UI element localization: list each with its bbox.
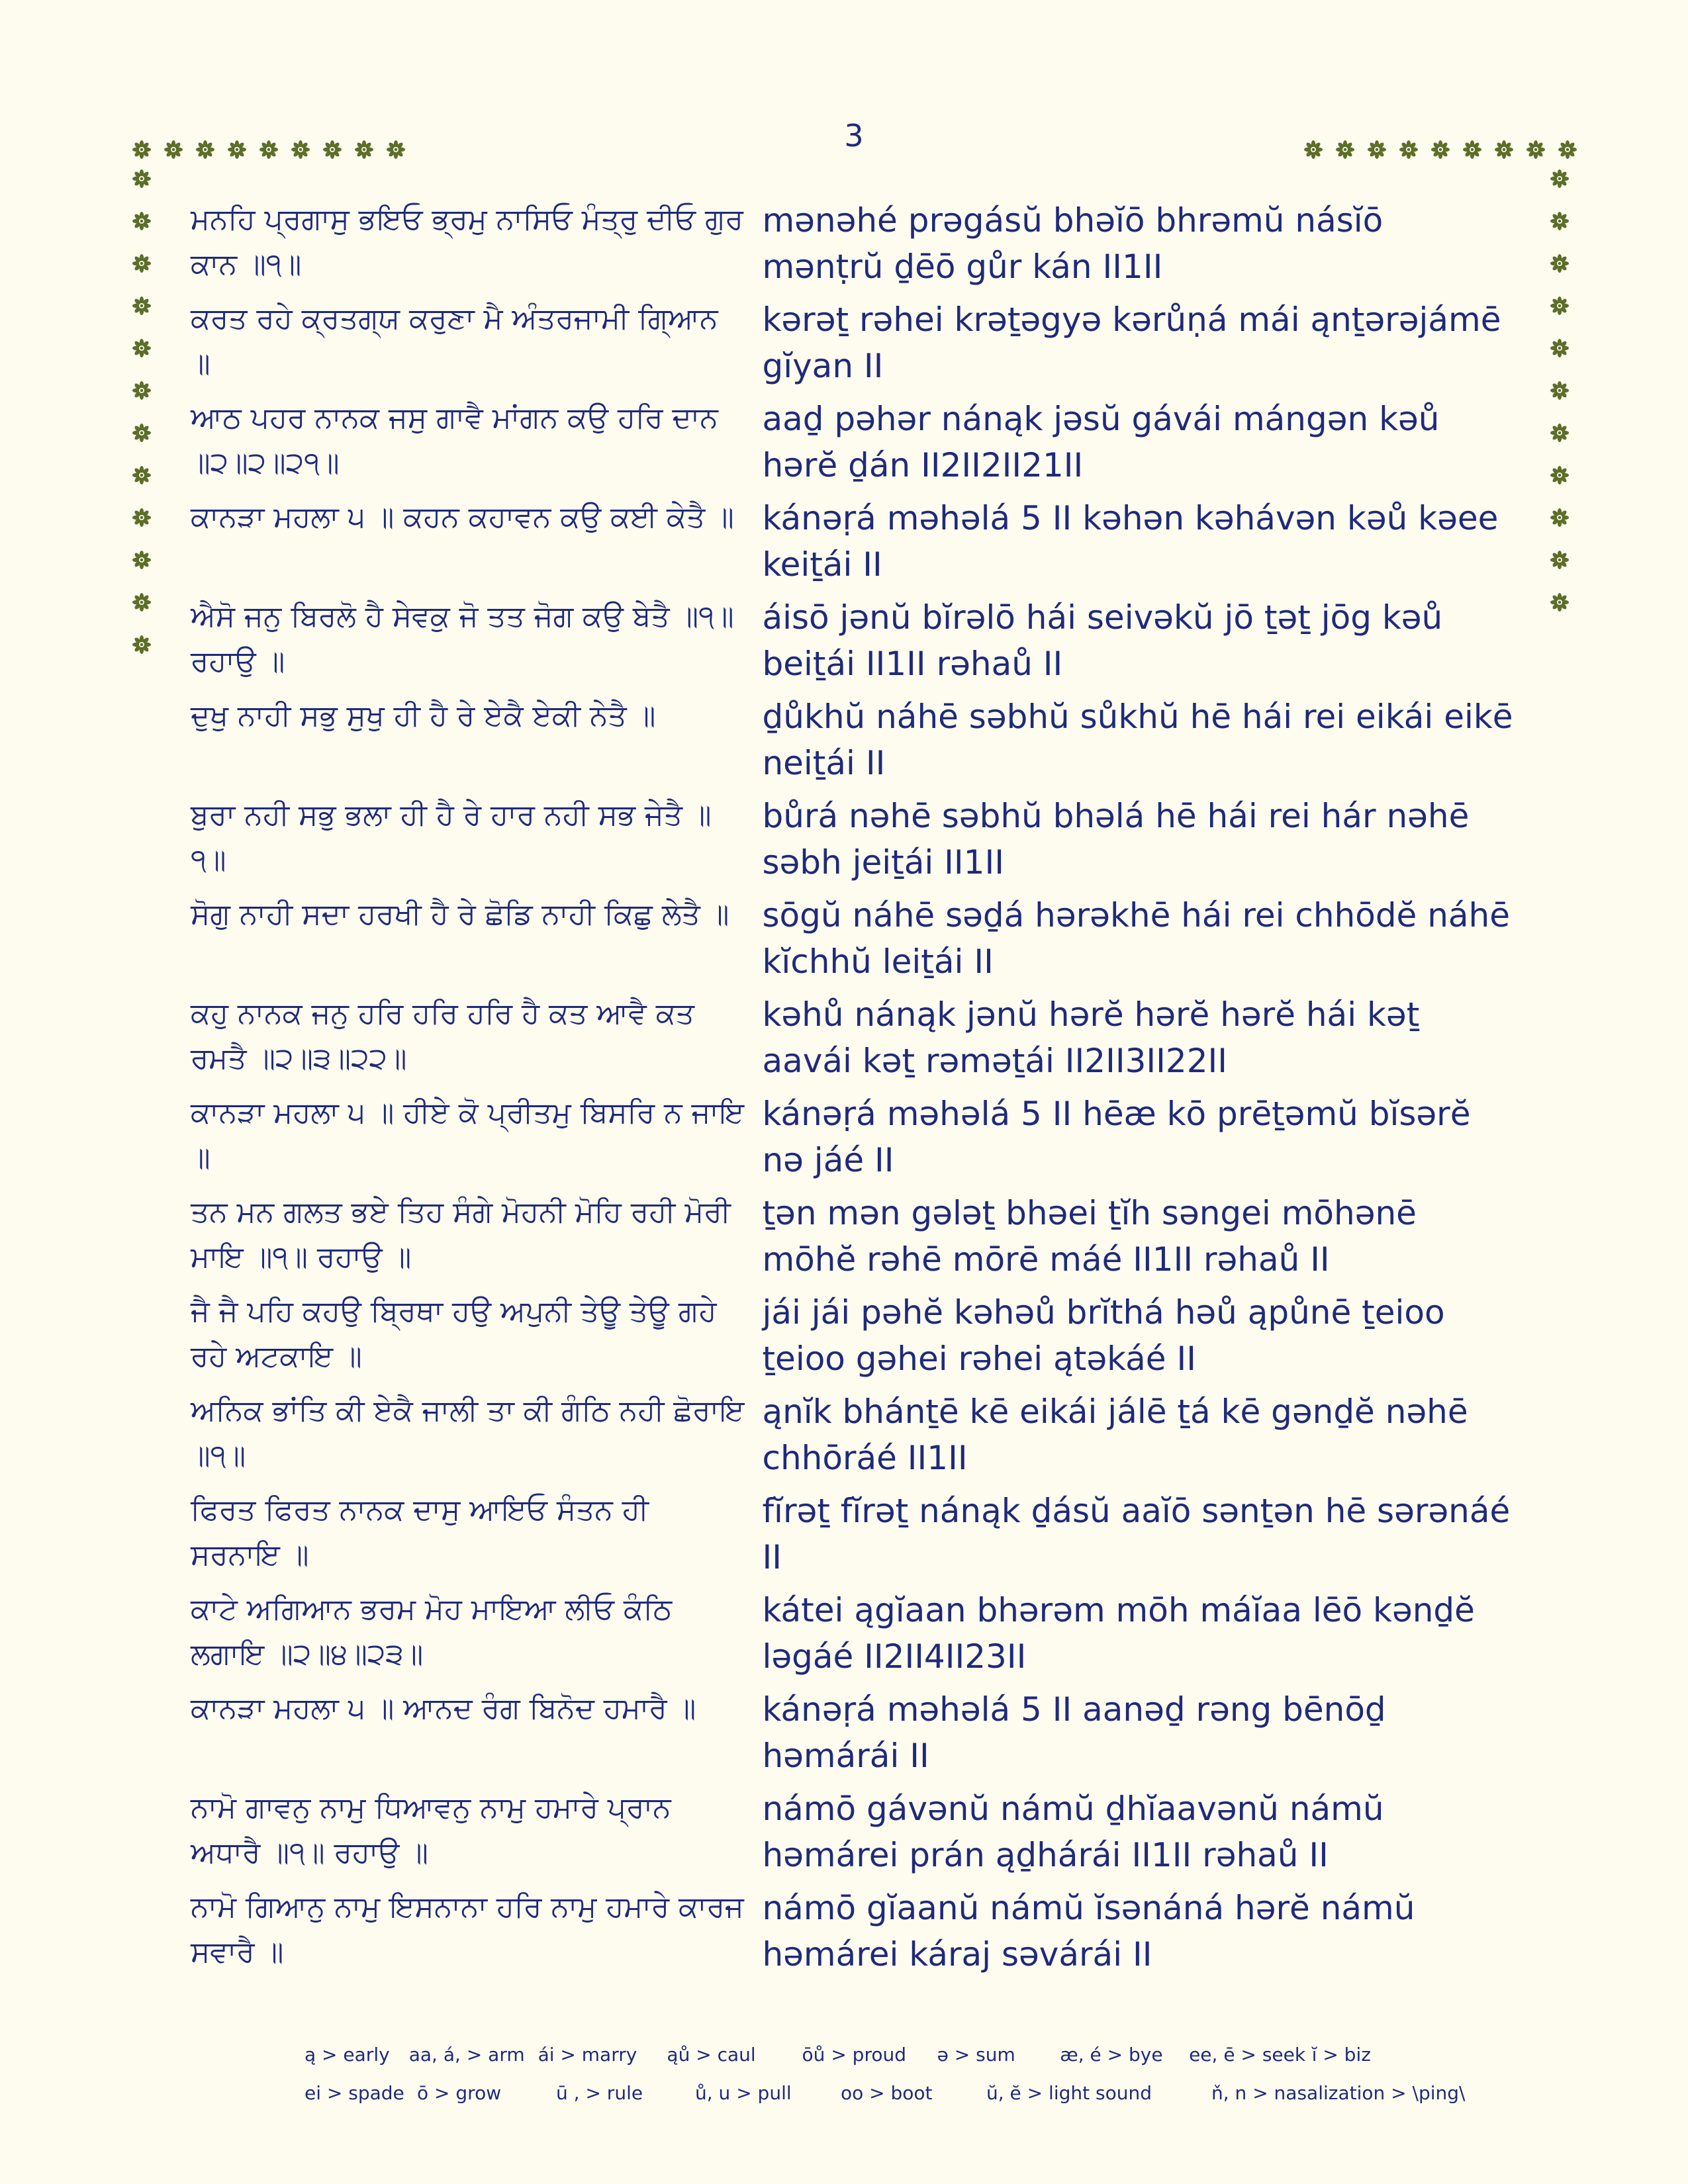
gurmukhi-text: ਫਿਰਤ ਫਿਰਤ ਨਾਨਕ ਦਾਸੁ ਆਇਓ ਸੰਤਨ ਹੀ ਸਰਨਾਇ ॥ xyxy=(191,1493,649,1572)
flower-icon xyxy=(1550,339,1569,357)
transliteration-text: ąnĭk bhánṯē kē eikái jálē ṯá kē gənḏĕ nəhē chhōráé II1II xyxy=(762,1392,1468,1477)
flower-icon xyxy=(1550,381,1569,400)
gurmukhi-text: ਕਾਨੜਾ ਮਹਲਾ ੫ ॥ ਕਹਨ ਕਹਾਵਨ ਕਉ ਕਈ ਕੇਤੈ ॥ xyxy=(191,500,734,534)
gurmukhi-text: ਅਨਿਕ ਭਾਂਤਿ ਕੀ ਏਕੈ ਜਾਲੀ ਤਾ ਕੀ ਗੰਠਿ ਨਹੀ ਛੋਰਾਇ ॥੧॥ xyxy=(191,1394,745,1473)
legend-item: ą > early xyxy=(305,2043,390,2066)
verse-row xyxy=(191,892,1515,991)
legend-item: ee, ē > seek xyxy=(1189,2043,1306,2066)
gurmukhi-text: ਬੁਰਾ ਨਹੀ ਸਭੁ ਭਲਾ ਹੀ ਹੈ ਰੇ ਹਾਰ ਨਹੀ ਸਭ ਜੇਤੈ ॥੧॥ xyxy=(191,798,712,877)
legend-item: æ, é > bye xyxy=(1060,2043,1163,2066)
flower-icon xyxy=(132,339,151,357)
verse-row xyxy=(191,1289,1515,1388)
verse-row xyxy=(191,694,1515,793)
flower-icon xyxy=(132,593,151,612)
gurmukhi-text: ਐਸੋ ਜਨੁ ਬਿਰਲੋ ਹੈ ਸੇਵਕੁ ਜੋ ਤਤ ਜੋਗ ਕਉ ਬੇਤੈ ॥੧॥ ਰਹਾਉ ॥ xyxy=(191,600,734,678)
gurmukhi-text: ਜੈ ਜੈ ਪਹਿ ਕਹਉ ਬ੍ਰਿਥਾ ਹਉ ਅਪੁਨੀ ਤੇਊ ਤੇਊ ਗਹੇ ਰਹੇ ਅਟਕਾਇ ॥ xyxy=(191,1295,717,1373)
legend-item: ň, n > nasalization > \ping\ xyxy=(1211,2081,1466,2104)
flower-icon xyxy=(291,140,310,159)
transliteration-text: fĭrəṯ fĭrəṯ nánąk ḏásŭ aaĭō sənṯən hē sərənáé II xyxy=(762,1492,1511,1576)
gurmukhi-text: ਕਾਨੜਾ ਮਹਲਾ ੫ ॥ ਹੀਏ ਕੋ ਪ੍ਰੀਤਮੁ ਬਿਸਰਿ ਨ ਜਾਇ ॥ xyxy=(191,1096,745,1175)
verse-row xyxy=(191,197,1515,296)
transliteration-text: jái jái pəhĕ kəhəů brĭthá həů ąpůnē ṯeioo ṯeioo gəhei rəhei ątəkáé II xyxy=(762,1293,1445,1378)
flower-icon xyxy=(132,254,151,273)
gurmukhi-text: ਨਾਮੋ ਗਿਆਨੁ ਨਾਮੁ ਇਸਨਾਨਾ ਹਰਿ ਨਾਮੁ ਹਮਾਰੇ ਕਾਰਜ ਸਵਾਰੈ ॥ xyxy=(191,1890,744,1969)
transliteration-text: námō gĭaanŭ námŭ ĭsənáná hərĕ námŭ həmárei káraj səvárái II xyxy=(762,1889,1415,1974)
transliteration-text: mənəhé prəgásŭ bhəĭō bhrəmŭ násĭō mənṭrŭ ḏēō gůr kán II1II xyxy=(762,201,1383,286)
flower-icon xyxy=(132,296,151,315)
legend-item: ĭ > biz xyxy=(1311,2043,1371,2066)
legend-item: ů, u > pull xyxy=(695,2081,792,2104)
flower-icon xyxy=(1550,508,1569,527)
verse-row xyxy=(191,396,1515,495)
legend-row xyxy=(305,2035,1496,2073)
verse-row xyxy=(191,1885,1515,1984)
flower-icon xyxy=(1550,169,1569,188)
legend-item: ŭ, ĕ > light sound xyxy=(986,2081,1152,2104)
transliteration-text: kəhů nánąk jənŭ hərĕ hərĕ hərĕ hái kəṯ aavái kəṯ rəməṯái II2II3II22II xyxy=(762,995,1420,1080)
transliteration-text: námō gávənŭ námŭ ḏhĭaavənŭ námŭ həmárei prán ąḏhárái II1II rəhaů II xyxy=(762,1790,1384,1874)
flower-icon xyxy=(1526,140,1545,159)
legend-item: ōů > proud xyxy=(802,2043,907,2066)
flower-icon xyxy=(1550,551,1569,569)
legend-item: ō > grow xyxy=(417,2081,502,2104)
verse-row xyxy=(191,1388,1515,1488)
flower-icon xyxy=(1550,466,1569,484)
flower-icon xyxy=(1550,424,1569,442)
transliteration-text: ḏůkhŭ náhē səbhŭ sůkhŭ hē hái rei eikái eikē neiṯái II xyxy=(762,698,1513,782)
flower-icon xyxy=(1550,296,1569,315)
verse-row xyxy=(191,1488,1515,1587)
verse-row xyxy=(191,1587,1515,1686)
legend-item: ąů > caul xyxy=(667,2043,756,2066)
flower-icon xyxy=(1550,254,1569,273)
page-number: 3 xyxy=(844,118,864,154)
verse-row xyxy=(191,991,1515,1091)
flower-icon xyxy=(132,635,151,654)
legend-item: aa, á, > arm xyxy=(408,2043,525,2066)
flower-icon xyxy=(1336,140,1354,159)
verse-row xyxy=(191,495,1515,594)
legend-item: oo > boot xyxy=(841,2081,933,2104)
verse-row xyxy=(191,1091,1515,1190)
flower-icon xyxy=(164,140,183,159)
transliteration-text: kánəṛá məhəlá 5 II aanəḏ rəng bēnōḏ həmárái II xyxy=(762,1690,1386,1775)
gurmukhi-text: ਮਨਹਿ ਪ੍ਰਗਾਸੁ ਭਇਓ ਭ੍ਰਮੁ ਨਾਸਿਓ ਮੰਤ੍ਰੁ ਦੀਓ ਗੁਰ ਕਾਨ ॥੧॥ xyxy=(191,203,743,281)
flower-icon xyxy=(132,140,151,159)
flower-icon xyxy=(132,466,151,484)
flower-icon xyxy=(355,140,373,159)
verse-row xyxy=(191,594,1515,694)
flower-icon xyxy=(132,424,151,442)
flower-icon xyxy=(132,551,151,569)
flower-icon xyxy=(323,140,342,159)
gurmukhi-text: ਕਰਤ ਰਹੇ ਕ੍ਰਤਗ੍ਯ ਕਰੁਣਾ ਮੈ ਅੰਤਰਜਾਮੀ ਗਿ੍ਆਨ ॥ xyxy=(191,302,718,381)
gurmukhi-text: ਦੁਖੁ ਨਾਹੀ ਸਭੁ ਸੁਖੁ ਹੀ ਹੈ ਰੇ ਏਕੈ ਏਕੀ ਨੇਤੈ ॥ xyxy=(191,699,656,733)
verse-row xyxy=(191,1686,1515,1786)
flower-icon xyxy=(1368,140,1386,159)
transliteration-text: kátei ągĭaan bhərəm mōh máĭaa lēō kənḏĕ ləgáé II2II4II23II xyxy=(762,1591,1475,1676)
verse-row xyxy=(191,296,1515,396)
verse-list xyxy=(191,197,1515,1984)
verse-row xyxy=(191,1786,1515,1885)
flower-icon xyxy=(259,140,278,159)
pronunciation-legend xyxy=(305,2035,1496,2112)
flower-icon xyxy=(1399,140,1418,159)
gurmukhi-text: ਕਾਟੇ ਅਗਿਆਨ ਭਰਮ ਮੋਹ ਮਾਇਆ ਲੀਓ ਕੰਠਿ ਲਗਾਇ ॥੨॥੪॥੨੩॥ xyxy=(191,1592,673,1671)
flower-icon xyxy=(387,140,405,159)
transliteration-text: ṯən mən gələṯ bhəei ṯĭh səngei mōhənē mōhĕ rəhē mōrē máé II1II rəhaů II xyxy=(762,1194,1417,1279)
flower-icon xyxy=(1431,140,1450,159)
flower-icon xyxy=(228,140,246,159)
verse-row xyxy=(191,1190,1515,1289)
gurmukhi-text: ਤਨ ਮਨ ਗਲਤ ਭਏ ਤਿਹ ਸੰਗੇ ਮੋਹਨੀ ਮੋਹਿ ਰਹੀ ਮੋਰੀ ਮਾਇ ॥੧॥ ਰਹਾਉ ॥ xyxy=(191,1195,731,1274)
gurmukhi-text: ਕਹੁ ਨਾਨਕ ਜਨੁ ਹਰਿ ਹਰਿ ਹਰਿ ਹੈ ਕਤ ਆਵੈ ਕਤ ਰਮਤੈ ॥੨॥੩॥੨੨॥ xyxy=(191,997,694,1075)
transliteration-text: bůrá nəhē səbhŭ bhəlá hē hái rei hár nəhē səbh jeiṯái II1II xyxy=(762,797,1470,882)
legend-row xyxy=(305,2073,1496,2112)
flower-icon xyxy=(132,212,151,230)
gurmukhi-text: ਸੋਗੁ ਨਾਹੀ ਸਦਾ ਹਰਖੀ ਹੈ ਰੇ ਛੋਡਿ ਨਾਹੀ ਕਿਛੁ ਲੇਤੈ ॥ xyxy=(191,897,729,931)
flower-icon xyxy=(1550,593,1569,612)
transliteration-text: kánəṛá məhəlá 5 II hēæ kō prēṯəmŭ bĭsərĕ nə jáé II xyxy=(762,1095,1471,1179)
flower-icon xyxy=(132,381,151,400)
flower-icon xyxy=(196,140,214,159)
flower-icon xyxy=(1550,212,1569,230)
gurmukhi-text: ਨਾਮੋ ਗਾਵਨੁ ਨਾਮੁ ਧਿਆਵਨੁ ਨਾਮੁ ਹਮਾਰੇ ਪ੍ਰਾਨ ਅਧਾਰੈ ॥੧॥ ਰਹਾਉ ॥ xyxy=(191,1791,671,1870)
gurmukhi-text: ਆਠ ਪਹਰ ਨਾਨਕ ਜਸੁ ਗਾਵੈ ਮਾਂਗਨ ਕਉ ਹਰਿ ਦਾਨ ॥੨॥੨॥੨੧॥ xyxy=(191,401,718,480)
transliteration-text: áisō jənŭ bĭrəlō hái seivəkŭ jō ṯəṯ jōg kəů beiṯái II1II rəhaů II xyxy=(762,598,1443,683)
transliteration-text: sōgŭ náhē səḏá hərəkhē hái rei chhōdĕ náhē kĭchhŭ leiṯái II xyxy=(762,896,1510,981)
legend-item: ái > marry xyxy=(538,2043,637,2066)
flower-icon xyxy=(1495,140,1513,159)
flower-icon xyxy=(132,508,151,527)
verse-row xyxy=(191,793,1515,892)
flower-icon xyxy=(1463,140,1481,159)
legend-item: ə > sum xyxy=(937,2043,1015,2066)
transliteration-text: aaḏ pəhər nánąk jəsŭ gávái mángən kəů hərĕ ḏán II2II2II21II xyxy=(762,400,1440,484)
legend-item: ei > spade xyxy=(305,2081,404,2104)
flower-icon xyxy=(1304,140,1323,159)
transliteration-text: kánəṛá məhəlá 5 II kəhən kəhávən kəů kəee keiṯái II xyxy=(762,499,1499,584)
gurmukhi-text: ਕਾਨੜਾ ਮਹਲਾ ੫ ॥ ਆਨਦ ਰੰਗ ਬਿਨੋਦ ਹਮਾਰੈ ॥ xyxy=(191,1692,696,1725)
transliteration-text: kərəṯ rəhei krəṯəgyə kərůṇá mái ąnṯərəjámē gĭyan II xyxy=(762,300,1501,385)
flower-icon xyxy=(1558,140,1577,159)
legend-item: ū , > rule xyxy=(556,2081,643,2104)
flower-icon xyxy=(132,169,151,188)
